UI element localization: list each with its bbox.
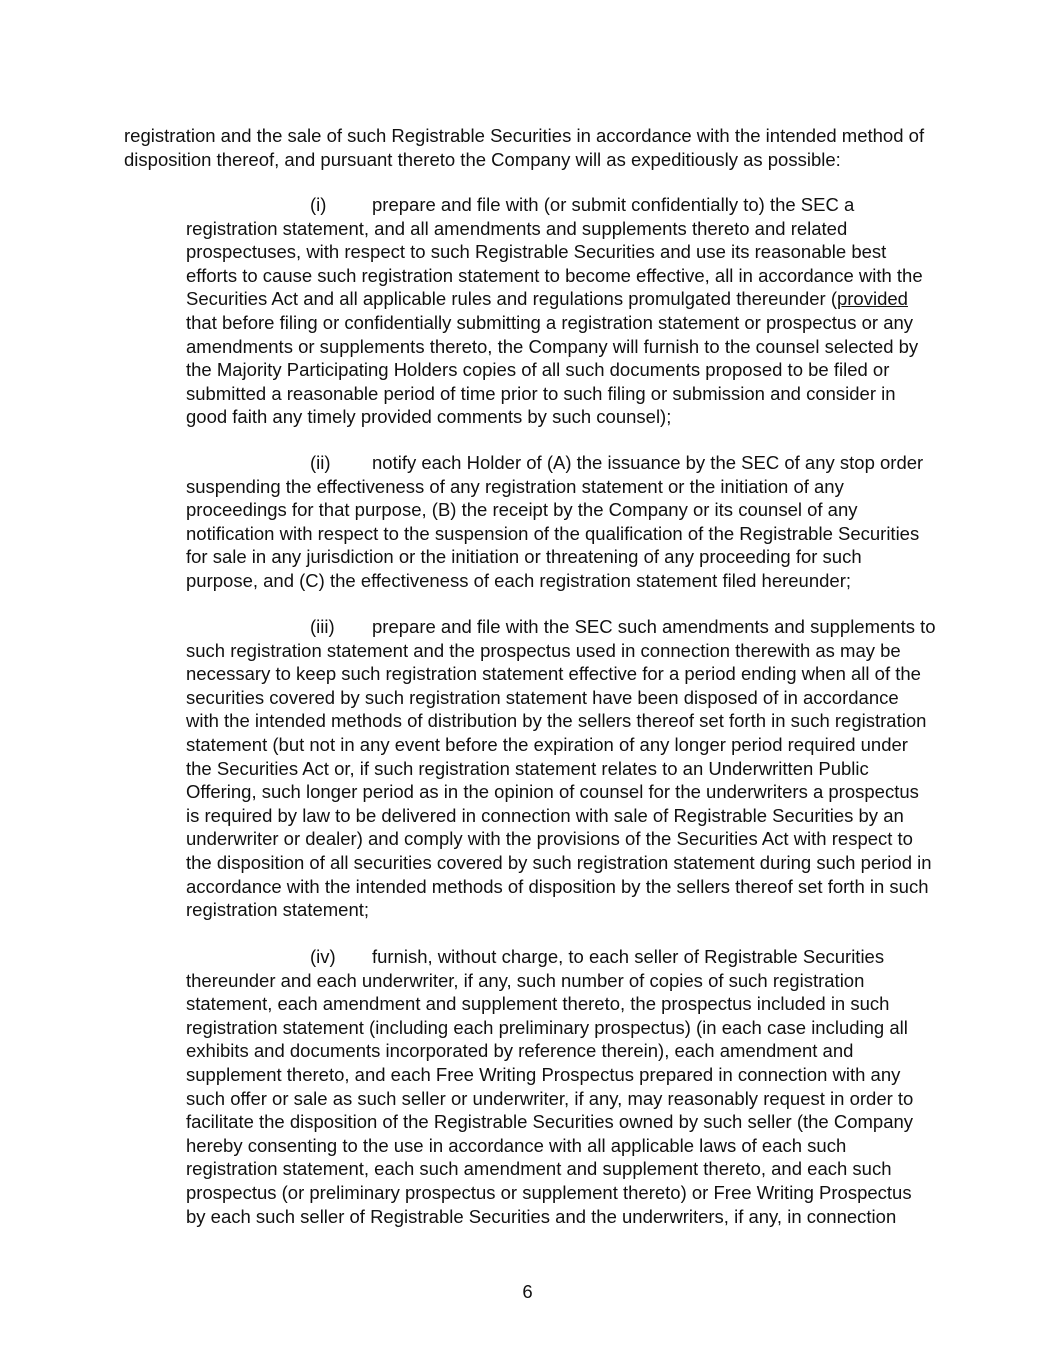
list-item-i [186,193,936,429]
item-number: (iii) [310,616,335,637]
item-text: furnish, without charge, to each seller of Registrable Securities thereunder and each underwriter, if any, such number of copies of such registration statement, each amendment and supplement thereto, the prospectus included in such registration statement (including each preliminary prospectus) (in each case including all exhibits and documents incorporated by reference therein), each amendment and supplement thereto, and each Free Writing Prospectus prepared in connection with any such offer or sale as such seller or underwriter, if any, may reasonably request in order to facilitate the disposition of the Registrable Securities owned by such seller (the Company hereby consenting to the use in accordance with all applicable laws of each such registration statement, each such amendment and supplement thereto, and each such prospectus (or preliminary prospectus or supplement thereto) or Free Writing Prospectus by each such seller of Registrable Securities and the underwriters, if any, in connection [186,946,914,1227]
list-item-iii [186,615,936,922]
item-text: prepare and file with the SEC such amendments and supplements to such registration statement and the prospectus used in connection therewith as may be necessary to keep such registration statement effective for a period ending when all of the securities covered by such registration statement have been disposed of in accordance with the intended methods of distribution by the sellers thereof set forth in such registration statement (but not in any event before the expiration of any longer period required under the Securities Act or, if such registration statement relates to an Underwritten Public Offering, such longer period as in the opinion of counsel for the underwriters a prospectus is required by law to be delivered in connection with sale of Registrable Securities by an underwriter or dealer) and comply with the provisions of the Securities Act with respect to the disposition of all securities covered by such registration statement during such period in accordance with the intended methods of disposition by the sellers thereof set forth in such registration statement; [186,616,936,921]
provided-underlined: provided [836,288,908,310]
list-item-ii [186,451,936,593]
item-text: prepare and file with (or submit confidentially to) the SEC a registration statement, and all amendments and supplements thereto and related prospectuses, with respect to such Registrable Securities and use its reasonable best efforts to cause such registration statement to become effective, all in accordance with the Securities Act and all applicable rules and regulations promulgated thereunder ( [186,194,923,310]
intro-paragraph: registration and the sale of such Registrable Securities in accordance with the intended method of disposition thereof, and pursuant thereto the Company will as expeditiously as possible: [124,125,925,170]
item-text: notify each Holder of (A) the issuance by the SEC of any stop order suspending the effectiveness of any registration statement or the initiation of any proceedings for that purpose, (B) the receipt by the Company or its counsel of any notification with respect to the suspension of the qualification of the Registrable Securities for sale in any jurisdiction or the initiation or threatening of any proceeding for such purpose, and (C) the effectiveness of each registration statement filed hereunder; [186,452,924,591]
page-number: 6 [522,1281,533,1302]
item-number: (i) [310,194,327,215]
item-text-continued: that before filing or confidentially submitting a registration statement or prospectus or any amendments or supplements thereto, the Company will furnish to the counsel selected by the Majority Participating Holders copies of all such documents proposed to be filed or submitted a reasonable period of time prior to such filing or submission and consider in good faith any timely provided comments by such counsel); [186,311,919,428]
item-number: (ii) [310,452,331,473]
item-number: (iv) [310,946,336,967]
list-item-iv [186,945,936,1228]
